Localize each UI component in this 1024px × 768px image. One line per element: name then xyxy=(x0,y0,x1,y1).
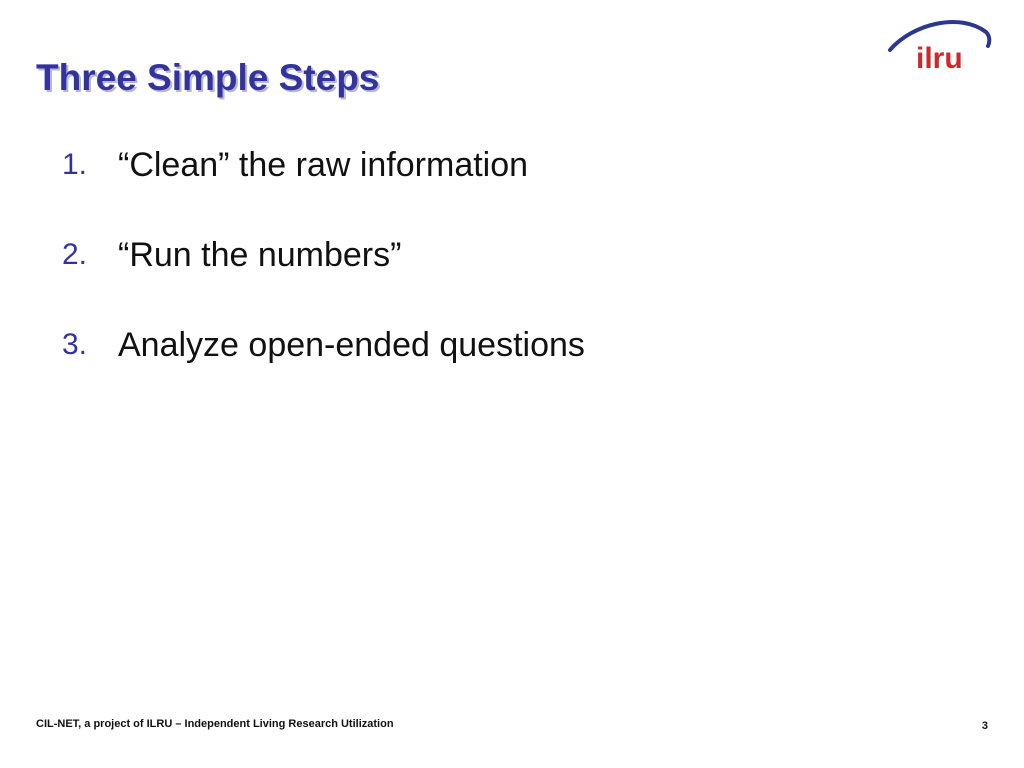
page-number: 3 xyxy=(981,720,988,732)
logo-wordmark: ilru xyxy=(916,42,963,75)
step-number: 3. xyxy=(62,328,88,361)
ilru-logo-graphic xyxy=(882,12,994,76)
step-text: Analyze open-ended questions xyxy=(118,326,585,364)
step-number: 2. xyxy=(62,238,88,271)
slide-title: Three Simple Steps xyxy=(36,57,380,98)
ilru-logo-icon xyxy=(882,12,994,76)
step-text: “Run the numbers” xyxy=(118,236,402,274)
footer-text: CIL-NET, a project of ILRU – Independent Living Research Utilization xyxy=(36,718,394,730)
step-text: “Clean” the raw information xyxy=(118,146,529,184)
step-number: 1. xyxy=(62,148,88,181)
